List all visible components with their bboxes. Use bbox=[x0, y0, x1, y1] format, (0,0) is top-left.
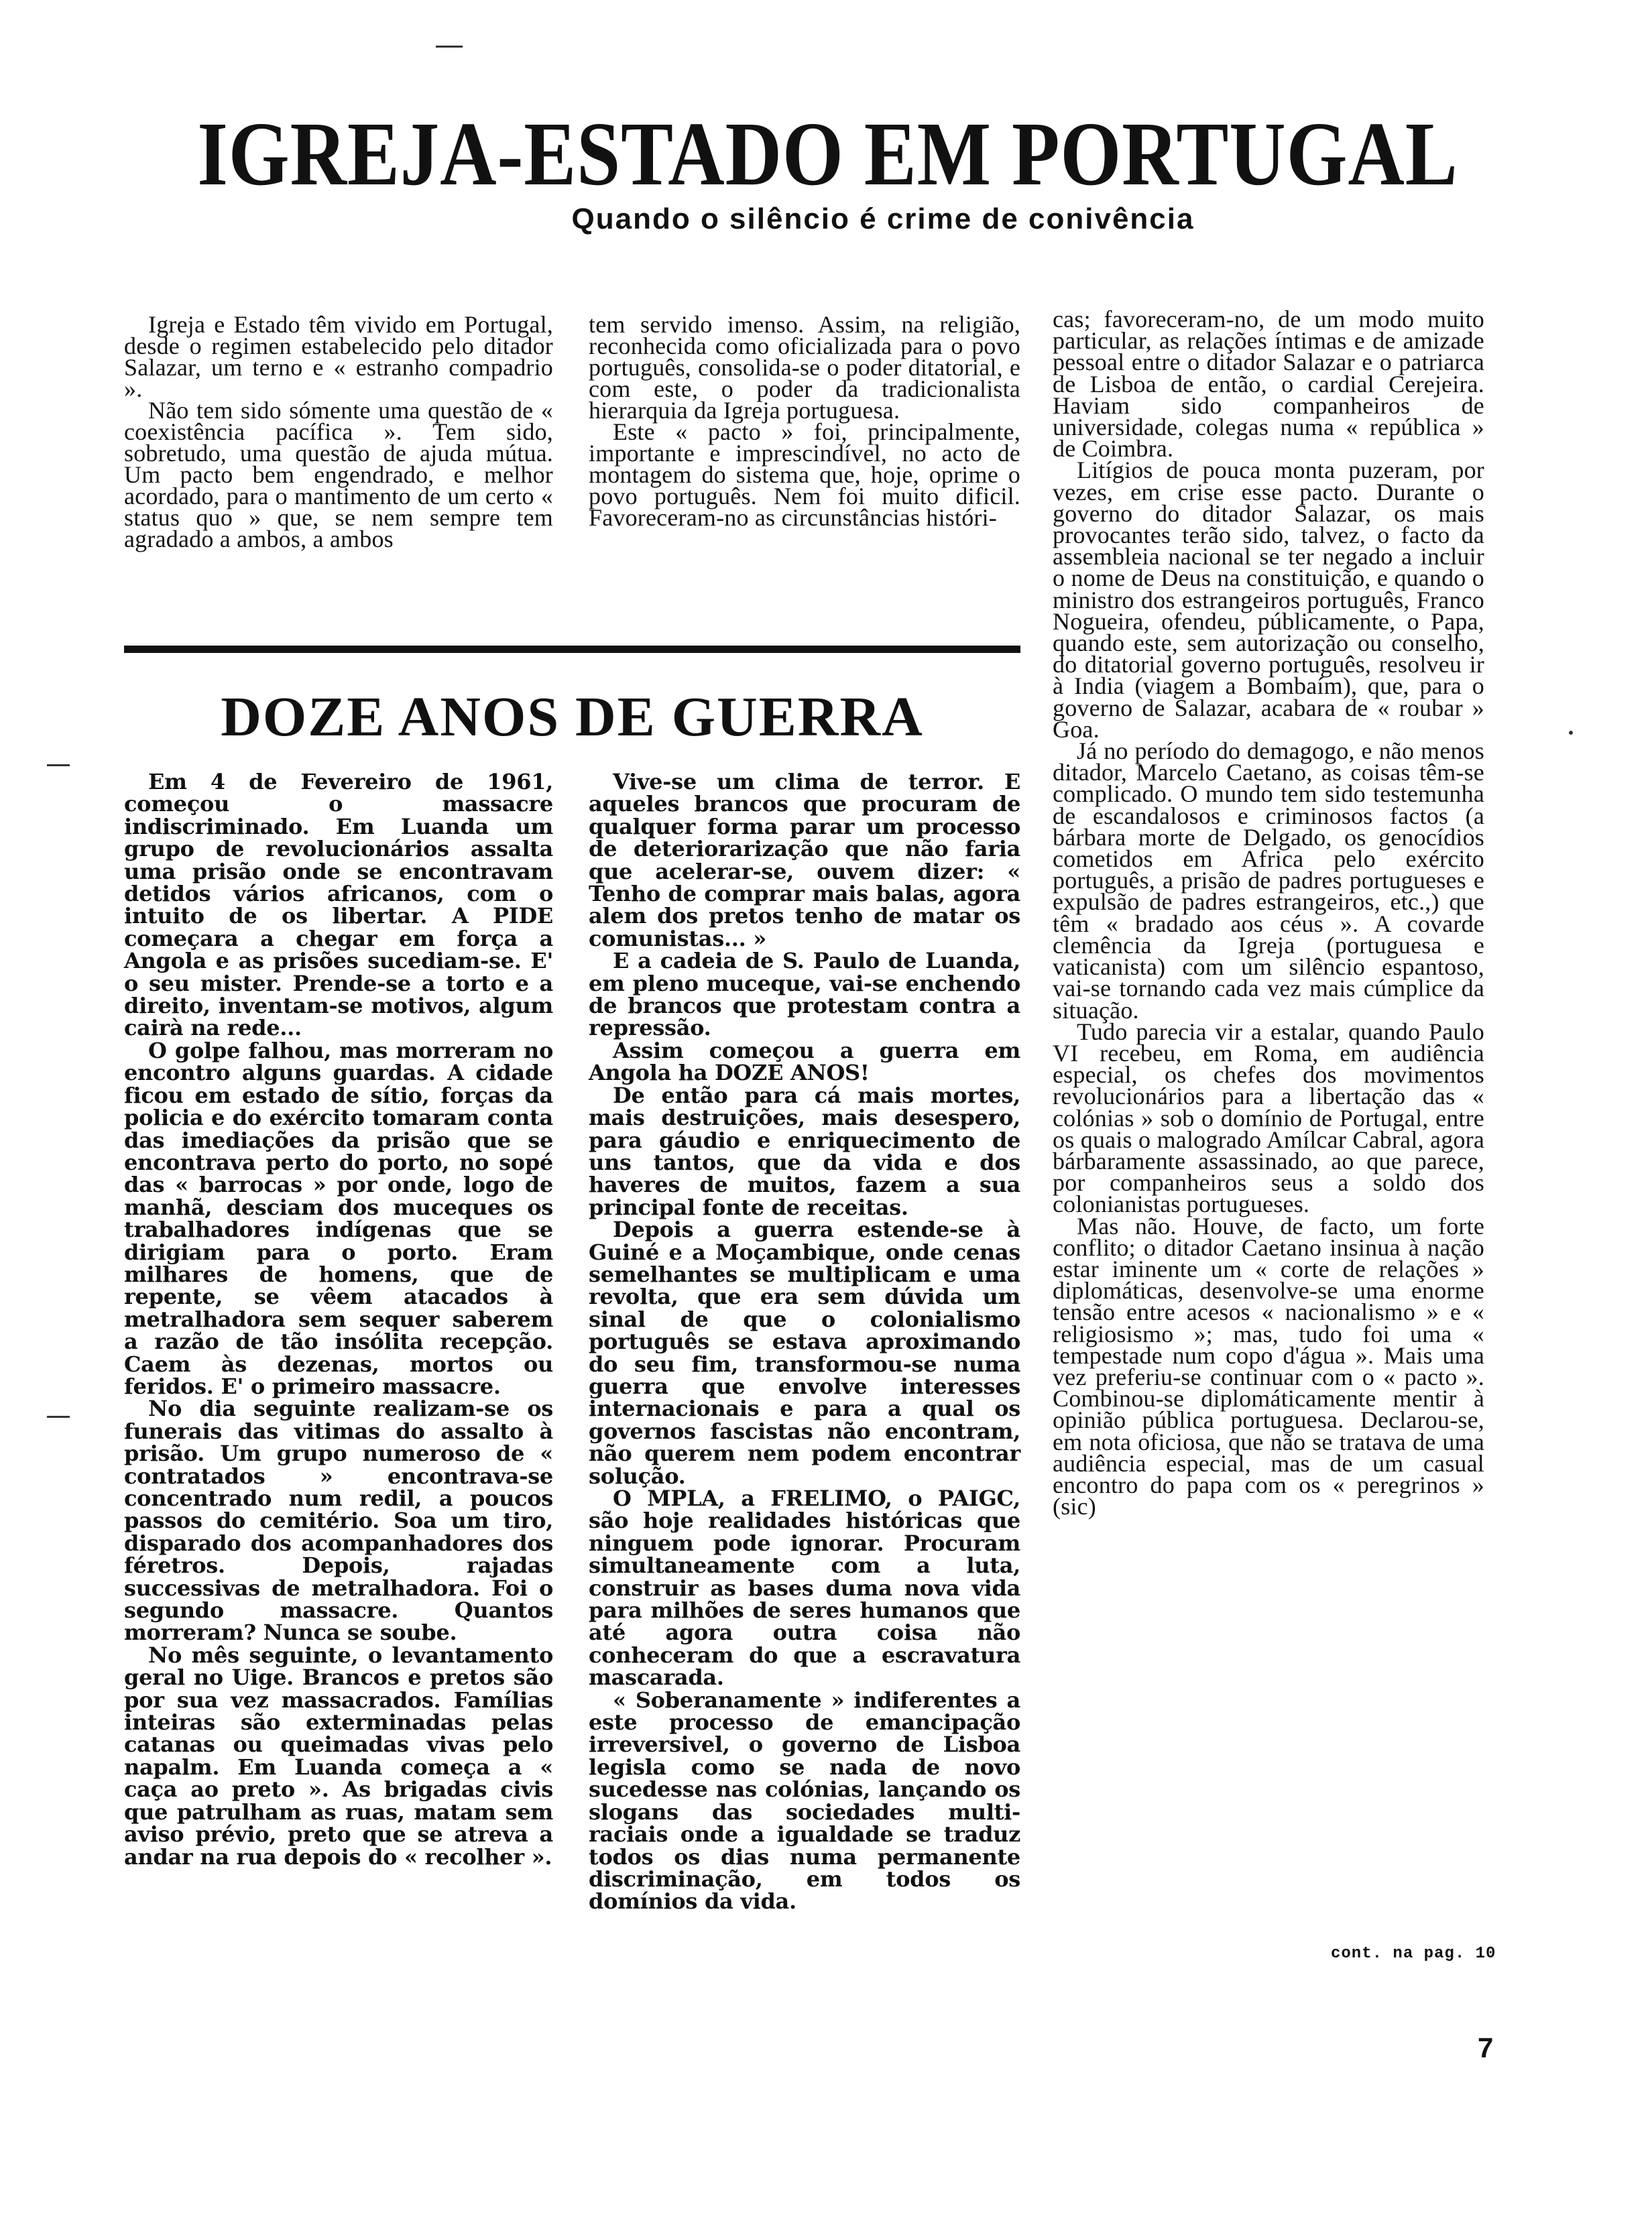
paragraph: O golpe falhou, mas morreram no encontro alguns guardas. A cidade ficou em estado de sítio, forças da policia e do exército tomaram conta das imediações da prisão que se encontrava perto do porto, no sopé das « barrocas » por onde, logo de manhã, desciam dos muceques os trabalhadores indígenas que se dirigiam para o porto. Eram milhares de homens, que de repente, se vêem atacados à metralhadora sem sequer saberem a razão de tão insólita recepção. Caem às dezenas, mortos ou feridos. E' o primeiro massacre. bbox=[124, 1037, 553, 1399]
paragraph: Litígios de pouca monta puzeram, por vezes, em crise esse pacto. Durante o governo do ditador Salazar, os mais provocantes terão sido, talvez, o facto da assembleia nacional se ter negado a incluir o nome de Deus na constituição, e quando o ministro dos estrangeiros português, Franco Nogueira, ofendeu, públicamente, o Papa, quando este, sem autorização ou conselho, do ditatorial governo português, resolveu ir à India (viagem a Bombaím), que, para o governo de Salazar, acabara de « roubar » Goa. bbox=[1053, 457, 1484, 743]
paragraph: cas; favoreceram-no, de um modo muito particular, as relações íntimas e de amizade pessoal entre o ditador Salazar e o patriarca de Lisboa de então, o cardial Cerejeira. Haviam sido companheiros de universidade, colegas numa « república » de Coimbra. bbox=[1053, 306, 1484, 463]
section-title: DOZE ANOS DE GUERRA bbox=[221, 686, 924, 748]
paragraph: « Soberanamente » indiferentes a este processo de emancipação irreversivel, o governo de Lisboa legisla como se nada de novo sucedesse nas colónias, lançando os slogans das sociedades multi-raciais onde a igualdade se traduz todos os dias numa permanente discriminação, em todos os domínios da vida. bbox=[589, 1687, 1020, 1915]
section-column-2 bbox=[589, 771, 1020, 1913]
scan-mark bbox=[47, 764, 70, 766]
intro-column-2 bbox=[589, 311, 1020, 531]
paragraph: Não tem sido sómente uma questão de « coexistência pacífica ». Tem sido, sobretudo, uma questão de ajuda mútua. Um pacto bem engendrado, e melhor acordado, para o mantimento de um certo « status quo » que, se nem sempre tem agradado a ambos, a ambos bbox=[124, 397, 553, 552]
page-number: 7 bbox=[1478, 2032, 1494, 2063]
scan-mark bbox=[436, 46, 463, 48]
paragraph: Em 4 de Fevereiro de 1961, começou o massacre indiscriminado. Em Luanda um grupo de revolucionários assalta uma prisão onde se encontravam detidos vários africanos, com o intuito de os libertar. A PIDE começara a chegar em força a Angola e as prisões sucediam-se. E' o seu mister. Prende-se a torto e a direito, inventam-se motivos, algum cairà na rede... bbox=[124, 769, 553, 1041]
paragraph: Mas não. Houve, de facto, um forte conflito; o ditador Caetano insinua à nação estar iminente um « corte de relações » diplomáticas, desenvolve-se uma enorme tensão entre acesos « nacionalismo » e « religiosismo »; mas, tudo foi uma « tempestade num copo d'água ». Mais uma vez preferiu-se continuar com o « pacto ». Combinou-se diplomáticamente mentir à opinião pública portuguesa. Declarou-se, em nota oficiosa, que não se tratava de uma audiência especial, mas de um casual encontro do papa com os « peregrinos » (sic) bbox=[1053, 1212, 1484, 1520]
paragraph: Já no período do demagogo, e não menos ditador, Marcelo Caetano, as coisas têm-se complicado. O mundo tem sido testemunha de escandalosos e criminosos factos (a bárbara morte de Delgado, os genocídios cometidos em Africa pelo exército português, a prisão de padres portugueses e expulsão de padres estrangeiros, etc.,) que têm « bradado aos céus ». A covarde clemência da Igreja (portuguesa e vaticanista) com um silêncio espantoso, vai-se tornando cada vez mais cúmplice da situação. bbox=[1053, 737, 1484, 1024]
article-title: IGREJA-ESTADO EM PORTUGAL bbox=[197, 104, 1458, 204]
paragraph: O MPLA, a FRELIMO, o PAIGC, são hoje realidades históricas que ninguem pode ignorar. Procuram simultaneamente com a luta, construir as bases duma nova vida para milhões de seres humanos que até agora outra coisa não conheceram do que a escravatura mascarada. bbox=[589, 1486, 1020, 1691]
paragraph: Igreja e Estado têm vivido em Portugal, desde o regimen estabelecido pelo ditador Salazar, um terno e « estranho compadrio ». bbox=[124, 311, 553, 402]
continued-note: cont. na pag. 10 bbox=[1331, 1945, 1496, 1963]
section-divider bbox=[124, 646, 1020, 653]
paragraph: Tudo parecia vir a estalar, quando Paulo VI recebeu, em Roma, em audiência especial, os chefes dos movimentos revolucionários para a libertação das « colónias » sob o domínio de Portugal, entre os quais o malogrado Amílcar Cabral, agora bárbaramente assassinado, ao que parece, por companheiros seus a soldo dos colonianistas portugueses. bbox=[1053, 1018, 1484, 1218]
paragraph: Este « pacto » foi, principalmente, importante e imprescindível, no acto de montagem do sistema que, hoje, oprime o povo português. Nem foi muito dificil. Favoreceram-no as circunstâncias históri- bbox=[589, 418, 1020, 531]
paragraph: Vive-se um clima de terror. E aqueles brancos que procuram de qualquer forma parar um processo de deteriorarização que não faria que acelerar-se, ouvem dizer: « Tenho de comprar mais balas, agora alem dos pretos tenho de matar os comunistas... » bbox=[589, 769, 1020, 951]
paragraph: No mês seguinte, o levantamento geral no Uige. Brancos e pretos são por sua vez massacrados. Famílias inteiras são exterminadas pelas catanas ou queimadas vivas pelo napalm. Em Luanda começa a « caça ao preto ». As brigadas civis que patrulham as ruas, matam sem aviso prévio, preto que se atreva a andar na rua depois do « recolher ». bbox=[124, 1642, 553, 1870]
article-column-3 bbox=[1053, 306, 1484, 1520]
paragraph: E a cadeia de S. Paulo de Luanda, em pleno muceque, vai-se enchendo de brancos que protestam contra a repressão. bbox=[589, 948, 1020, 1041]
scan-mark bbox=[47, 1416, 70, 1418]
intro-column-1 bbox=[124, 311, 553, 552]
section-column-1 bbox=[124, 771, 553, 1868]
paragraph: De então para cá mais mortes, mais destruições, mais desespero, para gáudio e enriquecimento de uns tantos, que da vida e dos haveres de muitos, fazem a sua principal fonte de receitas. bbox=[589, 1082, 1020, 1220]
scan-mark bbox=[1569, 731, 1573, 735]
paragraph: Depois a guerra estende-se à Guiné e a Moçambique, onde cenas semelhantes se multiplicam e uma revolta, que era sem dúvida um sinal de que o colonialismo português se estava aproximando do seu fim, transformou-se numa guerra que envolve interesses internacionais e para a qual os governos fascistas não encontram, não querem nem podem encontrar solução. bbox=[589, 1217, 1020, 1489]
paragraph: No dia seguinte realizam-se os funerais das vitimas do assalto à prisão. Um grupo numeroso de « contratados » encontrava-se concentrado num redil, a poucos passos do cemitério. Soa um tiro, disparado dos acompanhadores dos féretros. Depois, rajadas successivas de metralhadora. Foi o segundo massacre. Quantos morreram? Nunca se soube. bbox=[124, 1396, 553, 1646]
paragraph: Assim começou a guerra em Angola ha DOZE ANOS! bbox=[589, 1037, 1020, 1086]
article-subtitle: Quando o silêncio é crime de conivência bbox=[571, 202, 1195, 235]
paragraph: tem servido imenso. Assim, na religião, reconhecida como oficializada para o povo português, consolida-se o poder ditatorial, e com este, o poder da tradicionalista hierarquia da Igreja portuguesa. bbox=[589, 311, 1020, 424]
